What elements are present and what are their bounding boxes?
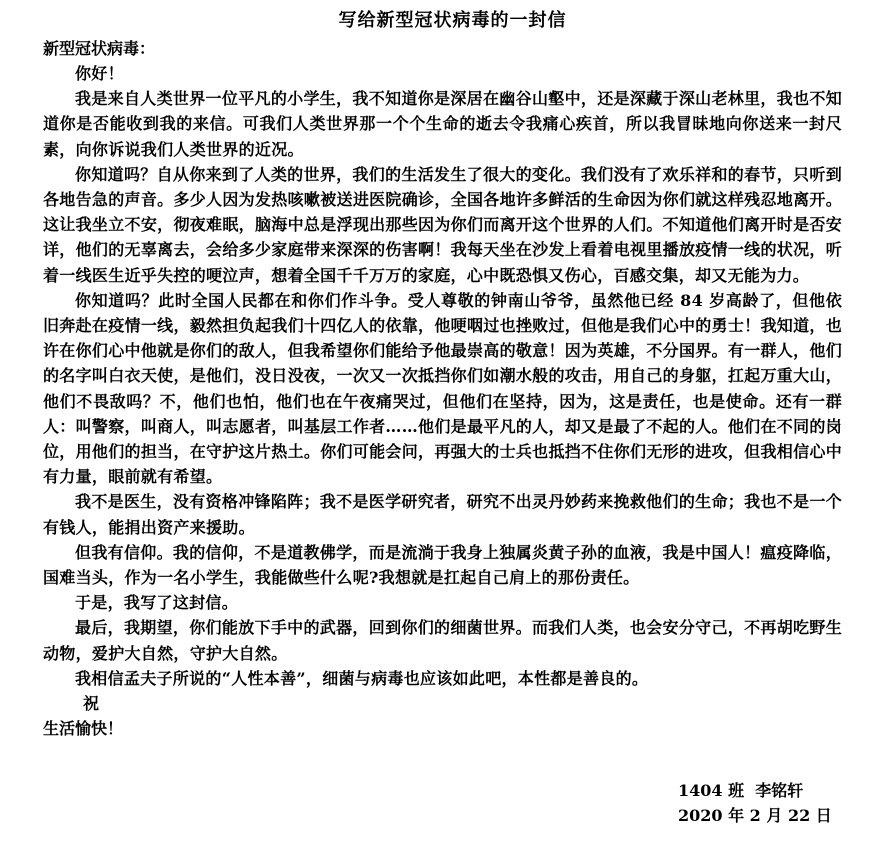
paragraph-changes: 你知道吗？自从你来到了人类的世界，我们的生活发生了很大的变化。我们没有了欢乐祥和的春节，只听到各地告急的声音。多少人因为发热咳嗽被送进医院确诊，全国各地许多鲜活的生命因为你们就这样残忍地离开。这让我坐立不安，彻夜难眠，脑海中总是浮现出那些因为你们而离开这个世界的人们。不知道他们离开时是否安详，他们的无辜离去，会给多少家庭带来深深的伤害啊！我每天坐在沙发上看着电视里播放疫情一线的状况，听着一线医生近乎失控的哽泣声，想着全国千千万万的家庭，心中既恐惧又伤心，百感交集，却又无能为力。 <box>43 164 842 285</box>
salutation: 新型冠状病毒： <box>43 39 156 58</box>
paragraph-greeting: 你好！ <box>75 64 124 83</box>
closing-line: 生活愉快！ <box>43 719 124 739</box>
paragraph-fighting: 你知道吗？此时全国人民都在和你们作斗争。受人尊敬的钟南山爷爷，虽然他已经 84 岁高龄了，但他依旧奔赴在疫情一线，毅然担负起我们十四亿人的依靠，他哽咽过也挫败过，但他是我们心中的勇士！我知道，也许在你们心中他就是你们的敌人，但我希望你们能给予他最崇高的敬意！因为英雄，不分国界。有一群人，他们的名字叫白衣天使，是他们，没日没夜，一次又一次抵挡你们如潮水般的攻击，用自己的身躯，扛起万重大山，他们不畏敌吗？不，他们也怕，他们也在午夜痛哭过，但他们在坚持，因为，这是责任，也是使命。还有一群人：叫警察，叫商人，叫志愿者，叫基层工作者……他们是最平凡的人，却又是最了不起的人。他们在不同的岗位，用他们的担当，在守护这片热土。你们可能会问，再强大的士兵也抵挡不住你们无形的进攻，但我相信心中有力量，眼前就有希望。 <box>43 290 842 487</box>
closing-word: 祝 <box>83 694 100 714</box>
signature-block <box>678 778 832 828</box>
signature-name: 1404 班 李铭轩 <box>678 781 804 800</box>
signature-date: 2020 年 2 月 22 日 <box>678 806 832 825</box>
paragraph-hope: 最后，我期望，你们能放下手中的武器，回到你们的细菌世界。而我们人类，也会安分守己，不再胡吃野生动物，爱护大自然，守护大自然。 <box>43 618 842 663</box>
letter-title: 写给新型冠状病毒的一封信 <box>338 10 567 31</box>
paragraph-belief: 我相信孟夫子所说的“人性本善”，细菌与病毒也应该如此吧，本性都是善良的。 <box>75 668 649 688</box>
paragraph-wrote-letter: 于是，我写了这封信。 <box>75 593 239 613</box>
paragraph-faith: 但我有信仰。我的信仰，不是道教佛学，而是流淌于我身上独属炎黄子孙的血液，我是中国人！瘟疫降临，国难当头，作为一名小学生，我能做些什么呢?我想就是扛起自己肩上的那份责任。 <box>43 542 842 588</box>
paragraph-introduction: 我是来自人类世界一位平凡的小学生，我不知道你是深居在幽谷山壑中，还是深藏于深山老林里，我也不知道你是否能收到我的来信。可我们人类世界那一个个生命的逝去令我痛心疾首，所以我冒昧地向你送来一封尺素，向你诉说我们人类世界的近况。 <box>43 89 842 159</box>
paragraph-not-doctor: 我不是医生，没有资格冲锋陷阵；我不是医学研究者，研究不出灵丹妙药来挽救他们的生命；我也不是一个有钱人，能捐出资产来援助。 <box>43 492 842 537</box>
